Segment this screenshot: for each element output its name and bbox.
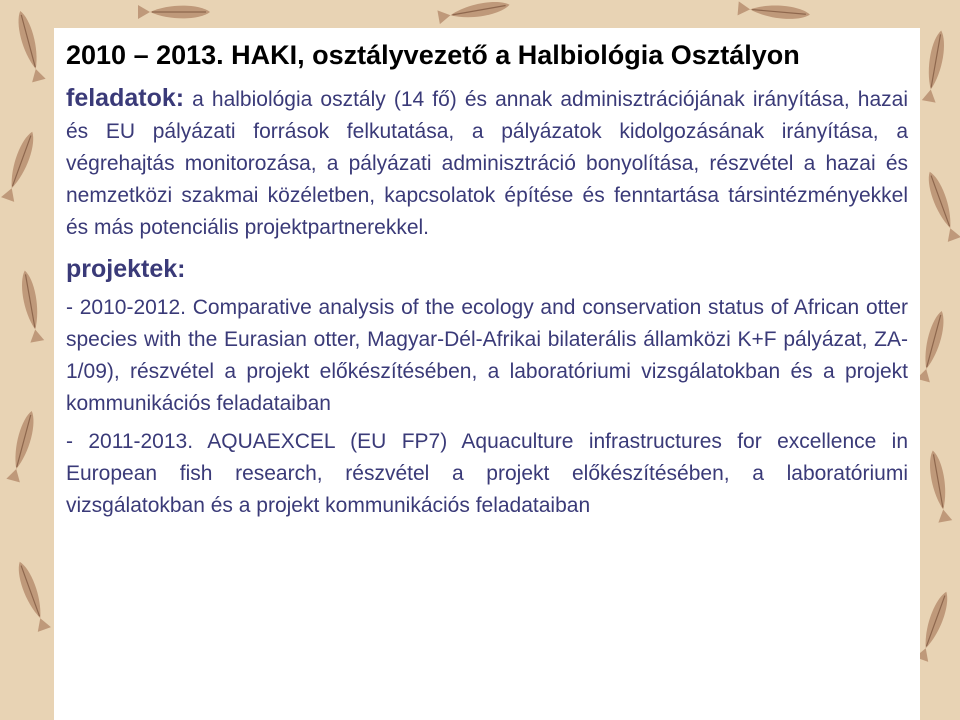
content-panel bbox=[54, 28, 920, 720]
project-item-1: - 2010-2012. Comparative analysis of the ecology and conservation status of African otter species with the Eurasian otter, Magyar-Dél-Afrikai bilaterális államközi K+F pályázat, ZA-1/09), részvétel a projekt előkészítésében, a laboratóriumi vizsgálatokban és a projekt kommunikációs feladataiban bbox=[66, 296, 908, 415]
projects-label: projektek: bbox=[66, 255, 186, 283]
duties-text: a halbiológia osztály (14 fő) és annak adminisztrációjának irányítása, hazai és EU pályázati források felkutatása, a pályázatok kidolgozásának irányítása, a végrehajtás monitorozása, a pályázati adminisztráció bonyolítása, részvétel a hazai és nemzetközi szakmai közéletben, kapcsolatok építése és fenntartása társintézményekkel és más potenciális projektpartnerekkel. bbox=[66, 88, 908, 239]
page-title: 2010 – 2013. HAKI, osztályvezető a Halbiológia Osztályon bbox=[66, 40, 800, 70]
duties-label: feladatok: bbox=[66, 84, 185, 112]
content-body bbox=[66, 38, 908, 522]
project-item-2: - 2011-2013. AQUAEXCEL (EU FP7) Aquaculture infrastructures for excellence in European fish research, részvétel a projekt előkészítésében, a laboratóriumi vizsgálatokban és a projekt kommunikációs feladataiban bbox=[66, 430, 908, 517]
duties-section bbox=[66, 82, 908, 244]
